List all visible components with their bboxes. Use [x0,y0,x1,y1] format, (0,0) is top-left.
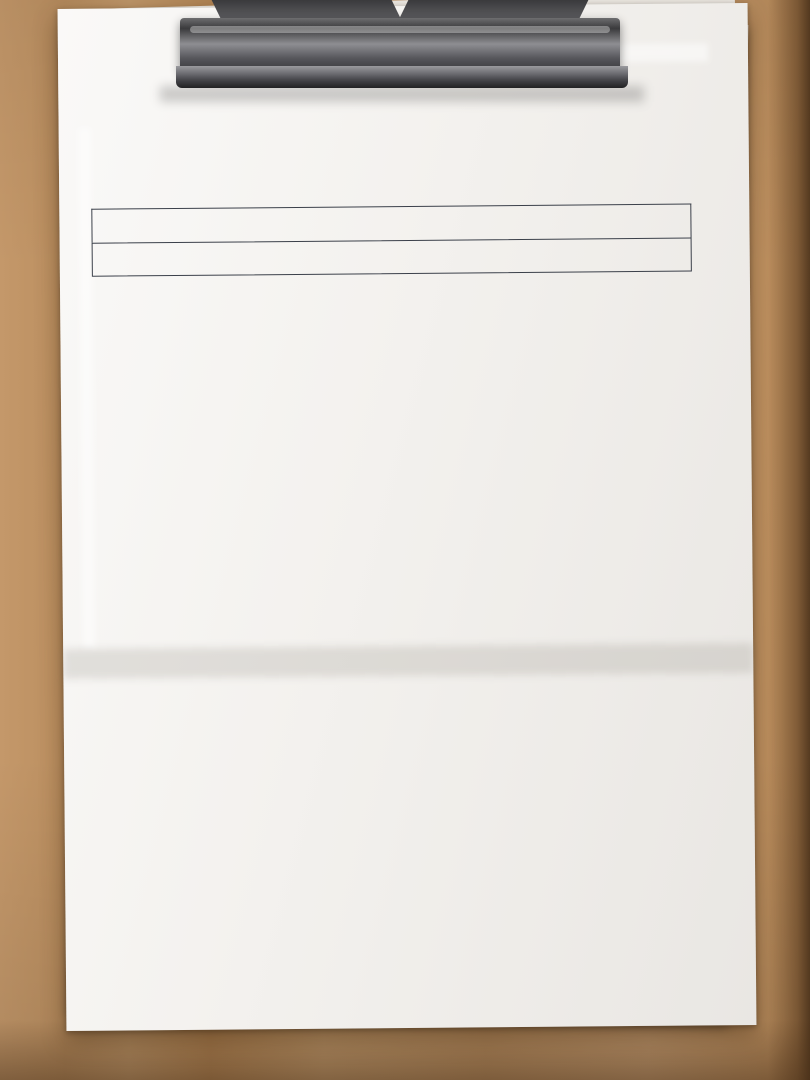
copy-labels [698,271,729,811]
cage-data-line [91,204,691,243]
party-row [91,173,711,194]
receipt-content [82,111,726,997]
desk-edge-shadow-right [768,0,810,1080]
serial-number-block [710,107,718,135]
receipt-paper [58,3,757,1031]
clip-lip [176,66,628,88]
clip-highlight [190,26,610,33]
date-row [100,111,700,119]
time-plate-row [91,145,711,166]
clip-shadow [160,86,644,102]
cage-info-block [91,204,692,277]
foot-data-line [92,238,692,277]
binder-clip [120,0,680,105]
